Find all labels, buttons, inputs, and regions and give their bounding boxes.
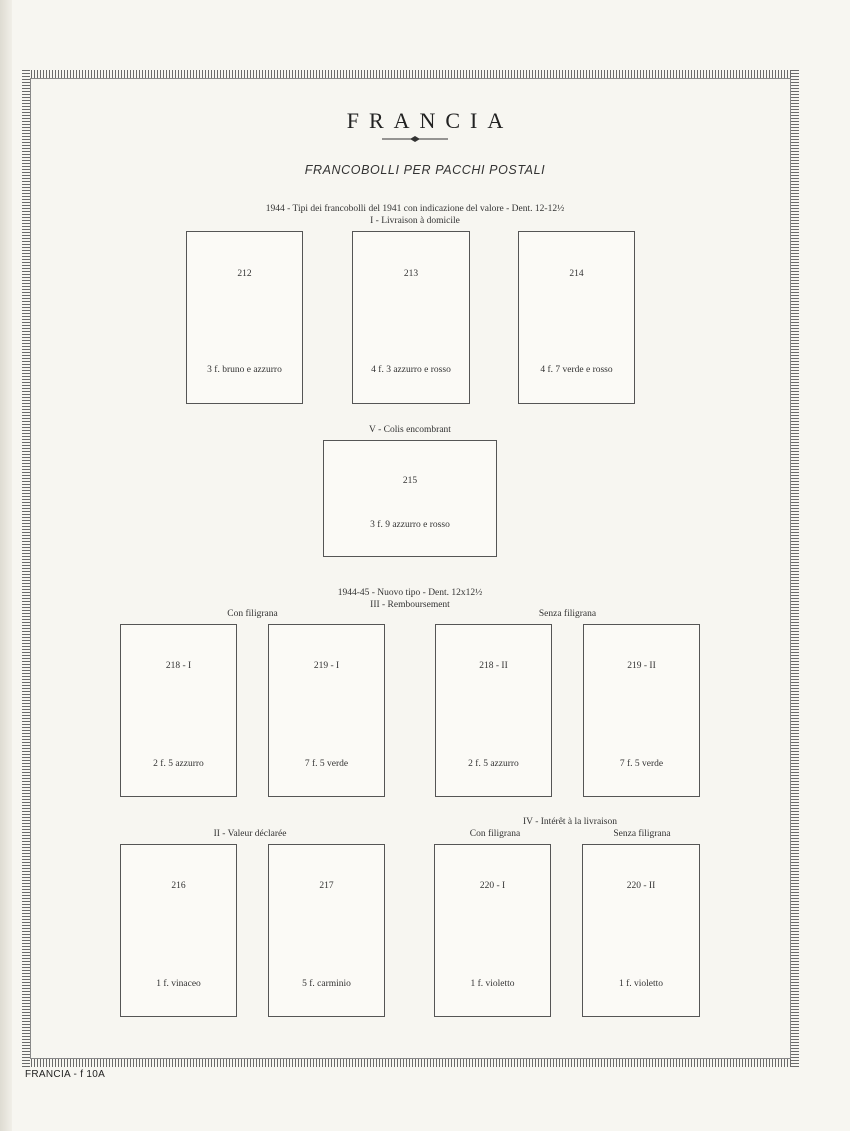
- stamp-slot-219-II: [583, 624, 700, 797]
- stamp-slot-218-II: [435, 624, 552, 797]
- page-title: FRANCIA: [346, 108, 514, 133]
- stamp-description: 7 f. 5 verde: [304, 759, 349, 769]
- stamp-description: 1 f. vinaceo: [156, 979, 201, 989]
- stamp-description: 1 f. violetto: [470, 979, 515, 989]
- frame-hatch-bottom: [22, 1059, 799, 1067]
- stamp-number: 212: [237, 269, 252, 279]
- senza-filigrana-label-2: Senza filigrana: [613, 829, 671, 839]
- page-subtitle: FRANCOBOLLI PER PACCHI POSTALI: [304, 163, 546, 177]
- title-ornament: [380, 135, 450, 143]
- stamp-slot-216: [120, 844, 237, 1017]
- stamp-description: 3 f. 9 azzurro e rosso: [370, 520, 450, 530]
- section1-heading: 1944 - Tipi dei francobolli del 1941 con indicazione del valore - Dent. 12-12½: [265, 204, 565, 214]
- con-filigrana-label: Con filigrana: [227, 609, 278, 619]
- stamp-number: 214: [569, 269, 584, 279]
- group-I-caption: I - Livraison à domicile: [370, 216, 460, 226]
- section2-heading: 1944-45 - Nuovo tipo - Dent. 12x12½: [337, 588, 483, 598]
- stamp-number: 220 - II: [626, 881, 656, 891]
- stamp-number: 215: [402, 476, 418, 486]
- frame-hatch-top: [22, 70, 799, 78]
- stamp-description: 3 f. bruno e azzurro: [207, 365, 282, 375]
- stamp-slot-212: [186, 231, 303, 404]
- stamp-description: 1 f. violetto: [618, 979, 664, 989]
- stamp-slot-219-I: [268, 624, 385, 797]
- stamp-number: 220 - I: [479, 881, 506, 891]
- stamp-description: 4 f. 3 azzurro e rosso: [371, 365, 451, 375]
- stamp-slot-214: [518, 231, 635, 404]
- stamp-number: 219 - II: [627, 661, 656, 671]
- stamp-slot-218-I: [120, 624, 237, 797]
- stamp-description: 4 f. 7 verde e rosso: [540, 365, 613, 375]
- stamp-description: 5 f. carminio: [302, 979, 351, 989]
- stamp-number: 213: [403, 269, 419, 279]
- stamp-description: 7 f. 5 verde: [619, 759, 664, 769]
- stamp-number: 219 - I: [313, 661, 340, 671]
- con-filigrana-label-2: Con filigrana: [469, 829, 521, 839]
- stamp-slot-215: [323, 440, 497, 557]
- stamp-number: 217: [319, 881, 334, 891]
- stamp-slot-220-II: [582, 844, 700, 1017]
- stamp-slot-220-I: [434, 844, 551, 1017]
- stamp-slot-213: [352, 231, 470, 404]
- stamp-slot-217: [268, 844, 385, 1017]
- group-V-caption: V - Colis encombrant: [369, 425, 451, 435]
- group-IV-caption: IV - Intérêt à la livraison: [523, 817, 617, 827]
- stamp-description: 2 f. 5 azzurro: [153, 759, 204, 769]
- group-III-caption: III - Remboursement: [370, 600, 450, 610]
- page-footer: FRANCIA - f 10A: [25, 1069, 106, 1080]
- group-II-caption: II - Valeur déclarée: [213, 829, 287, 839]
- stamp-number: 218 - II: [479, 661, 508, 671]
- stamp-number: 218 - I: [165, 661, 192, 671]
- stamp-number: 216: [171, 881, 186, 891]
- stamp-description: 2 f. 5 azzurro: [468, 759, 519, 769]
- senza-filigrana-label: Senza filigrana: [538, 609, 597, 619]
